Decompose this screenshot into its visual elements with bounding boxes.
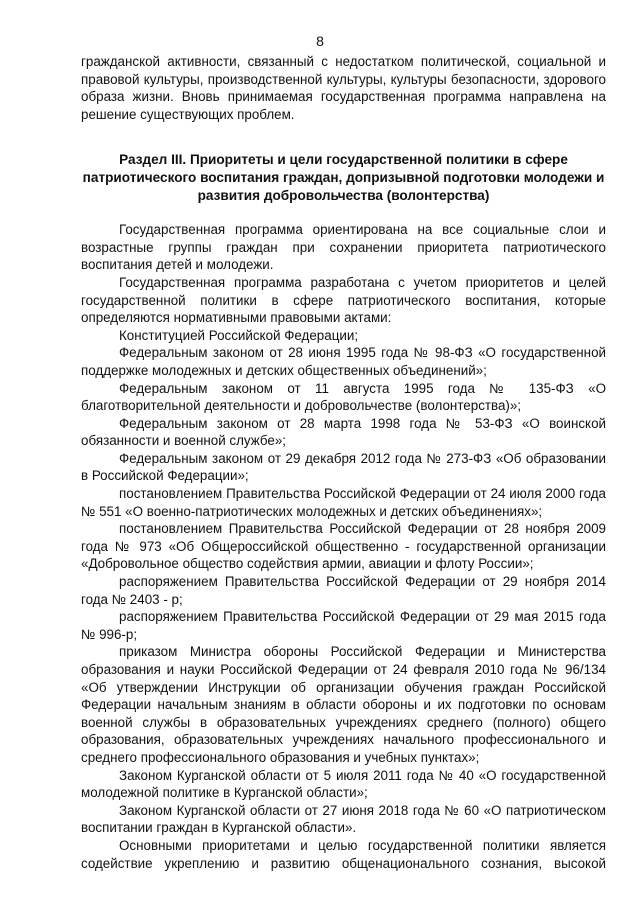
paragraph: Основными приоритетами и целью государственной политики является содействие укреплению и развитию общенационального сознания, высокой xyxy=(81,837,606,871)
document-body xyxy=(81,53,606,872)
legal-act-item: Федеральным законом от 28 июня 1995 года № 98-ФЗ «О государственной поддержке молодежных и детских общественных объединений»; xyxy=(81,345,606,378)
intro-paragraph: гражданской активности, связанный с недостатком политической, социальной и правовой культуры, производственной культуры, культуры безопасности, здорового образа жизни. Вновь принимаемая государственная программа направлена на решение существующих проблем. xyxy=(81,54,606,122)
legal-act-item: распоряжением Правительства Российской Федерации от 29 мая 2015 года № 996-р; xyxy=(81,609,606,642)
paragraph: Государственная программа разработана с учетом приоритетов и целей государственной политики в сфере патриотического воспитания, которые определяются нормативными правовыми актами: xyxy=(81,274,606,326)
legal-act-item: Федеральным законом от 29 декабря 2012 года № 273-ФЗ «Об образовании в Российской Федерации»; xyxy=(81,450,606,484)
section-heading: Раздел III. Приоритеты и цели государственной политики в сфере патриотического воспитания граждан, допризывной подготовки молодежи и развития добровольчества (волонтерства) xyxy=(82,152,605,203)
page-number: 8 xyxy=(316,33,324,49)
legal-act-item: распоряжением Правительства Российской Федерации от 29 ноября 2014 года № 2403 - р; xyxy=(81,574,606,607)
legal-act-item: Федеральным законом от 11 августа 1995 года № 135-ФЗ «О благотворительной деятельности и добровольчестве (волонтерства)»; xyxy=(81,380,606,414)
legal-act-item: Законом Курганской области от 5 июля 2011 года № 40 «О государственной молодежной политике в Курганской области»; xyxy=(81,767,606,801)
legal-act-item: постановлением Правительства Российской Федерации от 28 ноября 2009 года № 973 «Об Общероссийской общественно - государственной организации «Добровольное общество содействия армии, авиации и флоту России»; xyxy=(81,521,606,572)
legal-act-item: Конституцией Российской Федерации; xyxy=(119,327,359,343)
legal-act-item: приказом Министра обороны Российской Федерации и Министерства образования и науки Российской Федерации от 24 февраля 2010 года № 96/134 «Об утверждении Инструкции об организации обучения граждан Российской Федерации начальным знаниям в области обороны и их подготовки по основам военной службы в образовательных учреждениях среднего (полного) общего образования, образовательных учреждениях начального профессионального и среднего профессионального образования и учебных пунктах»; xyxy=(81,644,606,765)
legal-act-item: Федеральным законом от 28 марта 1998 года № 53-ФЗ «О воинской обязанности и военной службе»; xyxy=(81,415,606,449)
legal-act-item: постановлением Правительства Российской Федерации от 24 июля 2000 года № 551 «О военно-патриотических молодежных и детских объединениях»; xyxy=(81,486,606,519)
legal-act-item: Законом Курганской области от 27 июня 2018 года № 60 «О патриотическом воспитании граждан в Курганской области». xyxy=(81,802,606,836)
paragraph: Государственная программа ориентирована на все социальные слои и возрастные группы граждан при сохранении приоритета патриотического воспитания детей и молодежи. xyxy=(81,222,606,273)
